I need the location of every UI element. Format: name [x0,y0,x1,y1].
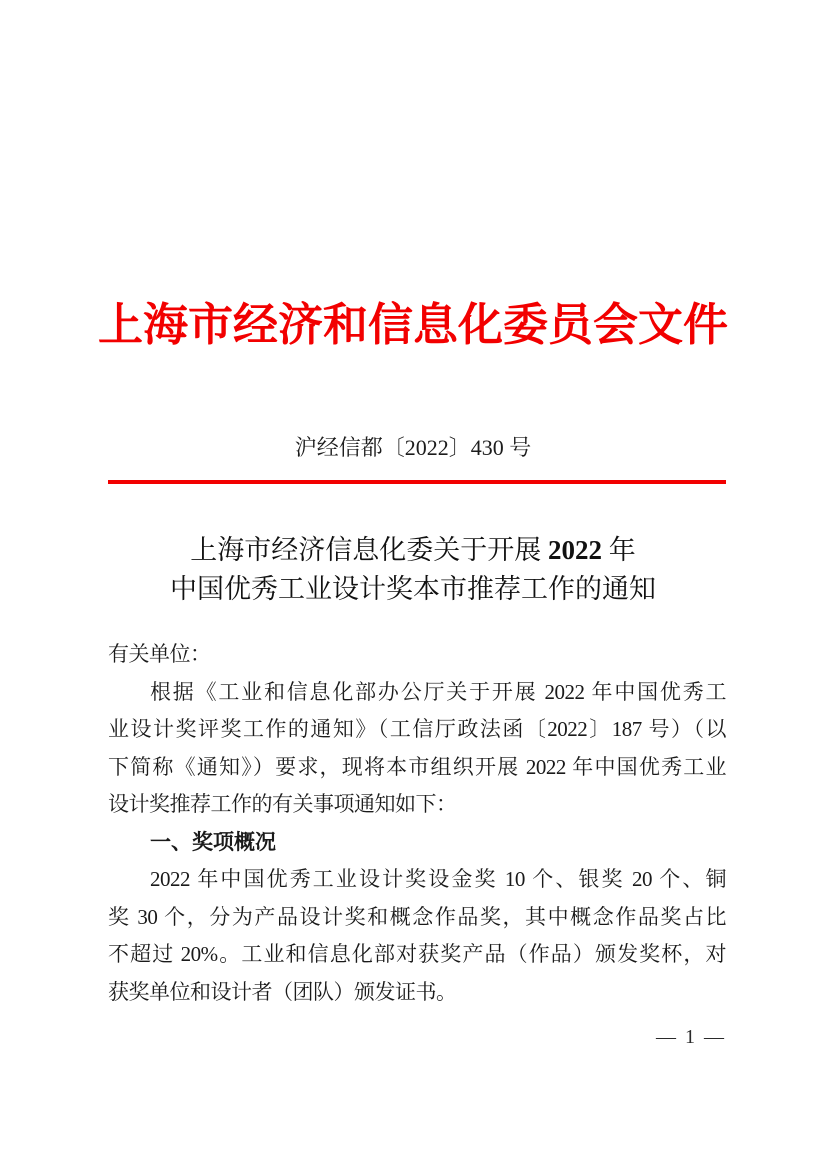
body-line: 根据《工业和信息化部办公厅关于开展 2022 年中国优秀工 [150,679,726,704]
doc-title-line1-prefix: 上海市经济信息化委关于开展 [190,535,548,565]
doc-title-line1-suffix: 年 [602,535,636,565]
body-line: 业设计奖评奖工作的通知》（工信厅政法函〔2022〕187 号）（以 [108,717,726,741]
page-number: — 1 — [656,1026,726,1048]
body-line: 不超过 20%。工业和信息化部对获奖产品（作品）颁发奖杯，对 [108,942,726,966]
body-line: 设计奖推荐工作的有关事项通知如下： [108,792,457,816]
doc-title [0,531,826,609]
red-divider-rule [108,480,726,484]
letterhead-title: 上海市经济和信息化委员会文件 [97,300,728,350]
doc-title-line2: 中国优秀工业设计奖本市推荐工作的通知 [170,574,656,604]
body-line: 获奖单位和设计者（团队）颁发证书。 [108,979,457,1004]
doc-number: 沪经信都〔2022〕430 号 [294,435,532,460]
section-heading: 一、奖项概况 [150,830,276,854]
body-line: 下简称《通知》）要求，现将本市组织开展 2022 年中国优秀工业 [108,754,726,779]
body-line: 奖 30 个，分为产品设计奖和概念作品奖，其中概念作品奖占比 [108,904,726,929]
doc-title-year: 2022 [548,535,602,565]
document-body [108,636,726,1011]
body-line: 有关单位： [108,642,211,666]
body-line: 2022 年中国优秀工业设计奖设金奖 10 个、银奖 20 个、铜 [150,867,726,891]
doc-title-line1 [0,531,826,570]
